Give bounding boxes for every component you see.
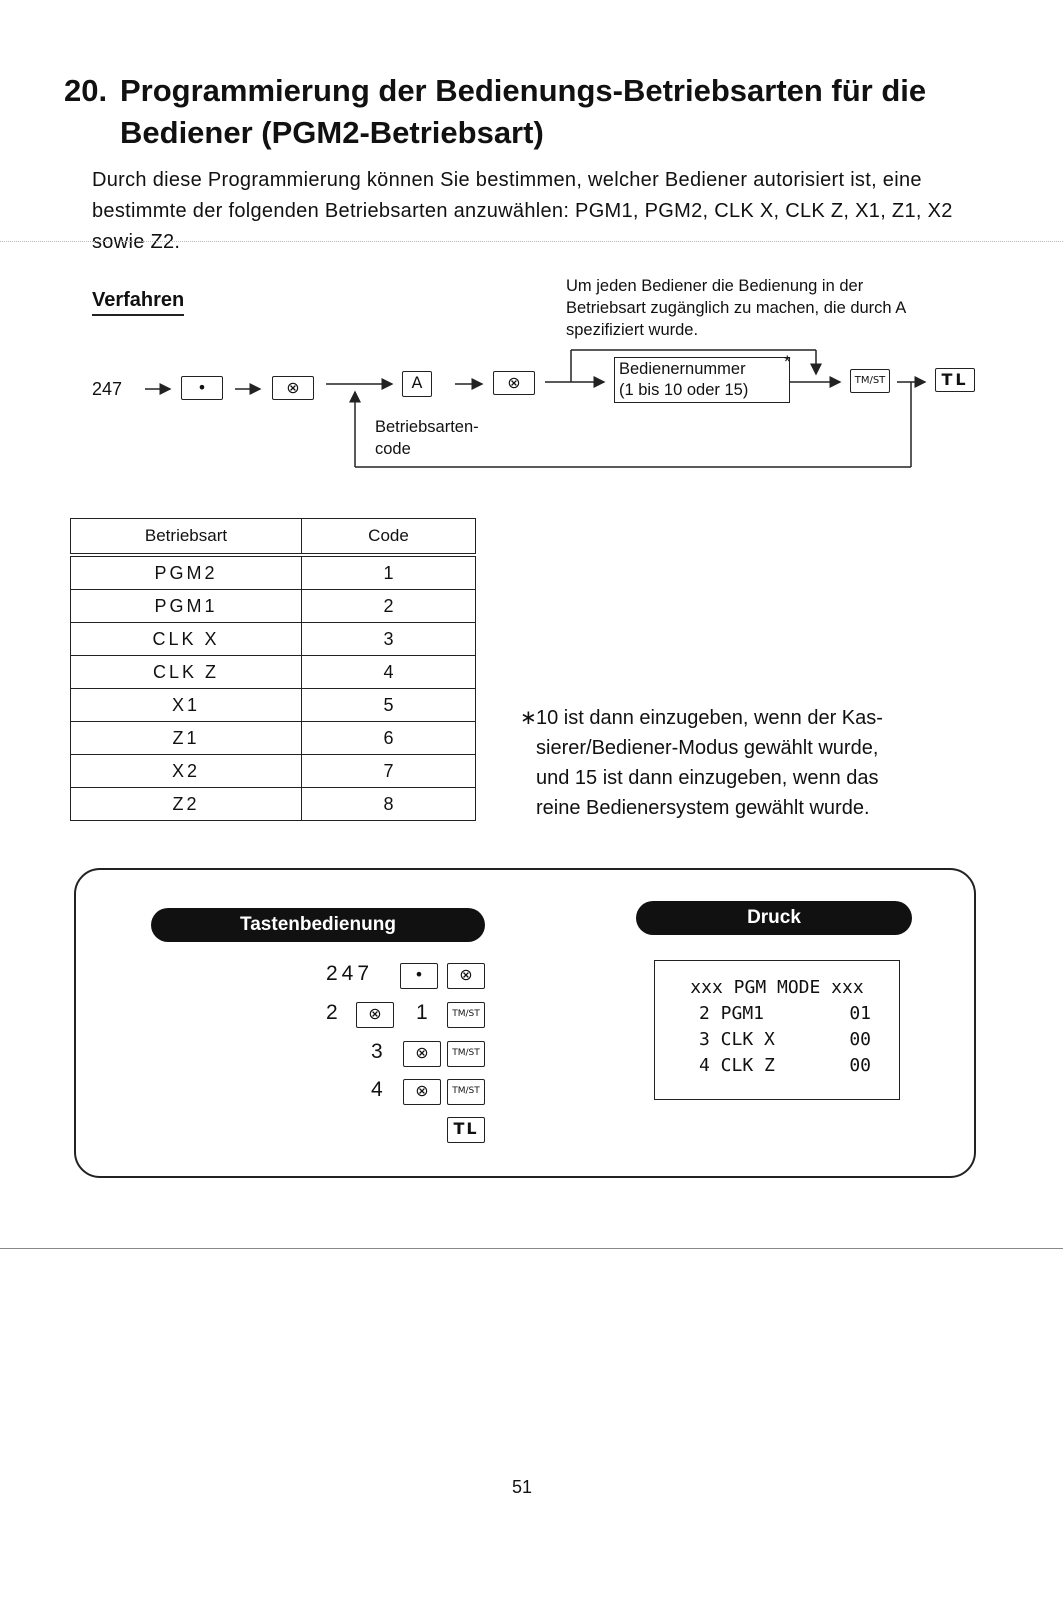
multiply-key-icon: ⊗ [447,963,485,989]
receipt-row [655,1029,899,1055]
footnote-mark: ∗ [520,707,537,729]
table-row [71,689,476,722]
procedure-heading: Verfahren [92,289,184,316]
mode-cell: CLK X [71,623,302,656]
mode-cell: CLK Z [71,656,302,689]
table-row [71,755,476,788]
table-row [71,722,476,755]
code-cell: 7 [302,755,476,788]
tl-key-icon: TL [935,368,975,392]
point-key-icon: • [181,376,223,400]
mode-a-key: A [402,371,432,397]
mode-cell: PGM1 [71,590,302,623]
code-cell: 4 [302,656,476,689]
key-sequence-3: 3 [371,1040,383,1063]
multiply-key-icon: ⊗ [356,1002,394,1028]
table-row [71,788,476,821]
page-number: 51 [512,1477,533,1497]
table-row [71,656,476,689]
intro-paragraph: Durch diese Programmierung können Sie bestimmen, welcher Bediener autorisiert ist, eine bestimmte der folgenden Betriebsarten anzuwählen: PGM1, PGM2, CLK X, CLK Z, X1, Z1, X2 sowie Z2. [92,169,953,253]
mode-cell: Z1 [71,722,302,755]
footnote-line-1: 10 ist dann einzugeben, wenn der Kas- [536,707,883,729]
mode-code-label [375,416,479,460]
tmst-key-icon: TM/ST [850,369,890,393]
tmst-key-icon: TM/ST [447,1079,485,1105]
multiply-key-icon: ⊗ [403,1041,441,1067]
table-header-code: Code [302,519,476,556]
receipt-value: 00 [849,1055,871,1076]
operator-number-range: (1 bis 10 oder 15) [619,381,749,399]
tmst-key-icon: TM/ST [447,1041,485,1067]
key-sequence-2: 2 [326,1001,338,1024]
footnote-line-2: sierer/Bediener-Modus gewählt wurde, [536,737,879,759]
multiply-key-icon: ⊗ [403,1079,441,1105]
bottom-divider [0,1248,1063,1249]
multiply-key-icon: ⊗ [272,376,314,400]
mode-cell: Z2 [71,788,302,821]
footnote [520,703,960,823]
code-cell: 3 [302,623,476,656]
code-cell: 5 [302,689,476,722]
procedure-flow-lines [0,0,1063,500]
operator-number-label: Bedienernummer [619,360,746,378]
title-line-1: Programmierung der Bedienungs-Betriebsarten für die [120,73,927,108]
multiply-key-icon: ⊗ [493,371,535,395]
tl-key-icon: TL [447,1117,485,1143]
key-sequence-247: 247 [326,962,374,985]
key-operation-label: Tastenbedienung [151,908,485,942]
receipt-header: xxx PGM MODE xxx [690,977,864,998]
asterisk-mark: * [784,352,791,371]
mode-code-table [70,518,476,821]
key-sequence-1: 1 [416,1001,428,1024]
table-header-row [71,519,476,556]
table-row [71,623,476,656]
code-cell: 8 [302,788,476,821]
code-cell: 2 [302,590,476,623]
point-key-icon: • [400,963,438,989]
table-header-mode: Betriebsart [71,519,302,556]
start-value: 247 [92,379,123,399]
receipt-value: 01 [849,1003,871,1024]
key-sequence-4: 4 [371,1078,383,1101]
mode-code-line-2: code [375,440,411,458]
footnote-line-4: reine Bedienersystem gewählt wurde. [536,797,870,819]
tmst-key-icon: TM/ST [447,1002,485,1028]
operator-number-box [614,357,790,403]
mode-cell: X2 [71,755,302,788]
mode-cell: PGM2 [71,555,302,590]
table-row [71,555,476,590]
receipt-mode: 3 CLK X [699,1029,775,1050]
mode-cell: X1 [71,689,302,722]
table-row [71,590,476,623]
receipt-value: 00 [849,1029,871,1050]
mode-code-line-1: Betriebsarten- [375,418,479,436]
title-line-2: Bediener (PGM2-Betriebsart) [120,115,544,150]
procedure-note: Um jeden Bediener die Bedienung in der Betriebsart zugänglich zu machen, die durch A spezifiziert wurde. [566,277,906,339]
print-label: Druck [636,901,912,935]
receipt-printout [654,960,900,1100]
code-cell: 6 [302,722,476,755]
receipt-row [655,1055,899,1081]
section-number: 20. [64,73,108,108]
code-cell: 1 [302,555,476,590]
receipt-mode: 2 PGM1 [699,1003,765,1024]
footnote-line-3: und 15 ist dann einzugeben, wenn das [536,767,879,789]
receipt-row [655,1003,899,1029]
receipt-mode: 4 CLK Z [699,1055,775,1076]
